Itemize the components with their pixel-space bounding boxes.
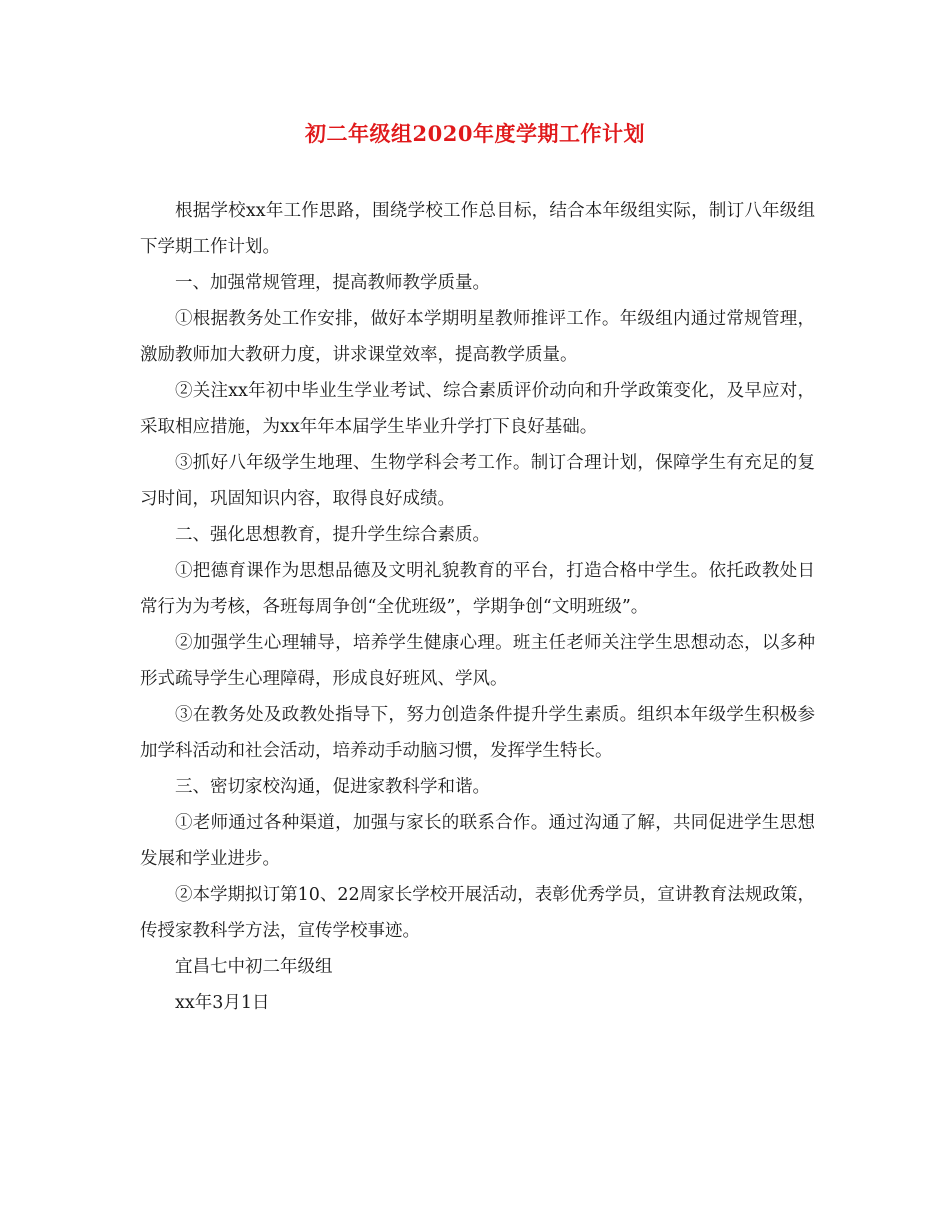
section-2-item-1: ①把德育课作为思想品德及文明礼貌教育的平台，打造合格中学生。依托政教处日常行为为考核，各班每周争创“全优班级”，学期争创“文明班级”。 [140, 561, 815, 617]
section-2-item-2: ②加强学生心理辅导，培养学生健康心理。班主任老师关注学生思想动态，以多种形式疏导学生心理障碍，形成良好班风、学风。 [140, 633, 815, 689]
section-3-item-1: ①老师通过各种渠道，加强与家长的联系合作。通过沟通了解，共同促进学生思想发展和学业进步。 [140, 813, 815, 869]
signature-organization: 宜昌七中初二年级组 [175, 957, 333, 977]
document-title: 初二年级组2020年度学期工作计划 [305, 121, 645, 146]
section-1-item-1: ①根据教务处工作安排，做好本学期明星教师推评工作。年级组内通过常规管理，激励教师加大教研力度，讲求课堂效率，提高教学质量。 [140, 309, 815, 365]
section-1-item-2: ②关注xx年初中毕业生学业考试、综合素质评价动向和升学政策变化，及早应对，采取相应措施，为xx年年本届学生毕业升学打下良好基础。 [140, 381, 815, 437]
section-2-item-3: ③在教务处及政教处指导下，努力创造条件提升学生素质。组织本年级学生积极参加学科活动和社会活动，培养动手动脑习惯，发挥学生特长。 [140, 705, 815, 761]
section-heading-2: 二、强化思想教育，提升学生综合素质。 [175, 525, 490, 545]
document-body [140, 193, 815, 1021]
section-heading-1: 一、加强常规管理，提高教师教学质量。 [175, 273, 490, 293]
section-heading-3: 三、密切家校沟通，促进家教科学和谐。 [175, 777, 490, 797]
section-1-item-3: ③抓好八年级学生地理、生物学科会考工作。制订合理计划，保障学生有充足的复习时间，巩固知识内容，取得良好成绩。 [140, 453, 815, 509]
intro-paragraph: 根据学校xx年工作思路，围绕学校工作总目标，结合本年级组实际，制订八年级组下学期工作计划。 [140, 201, 815, 257]
section-3-item-2: ②本学期拟订第10、22周家长学校开展活动，表彰优秀学员，宣讲教育法规政策，传授家教科学方法，宣传学校事迹。 [140, 885, 815, 941]
signature-date: xx年3月1日 [175, 993, 270, 1013]
